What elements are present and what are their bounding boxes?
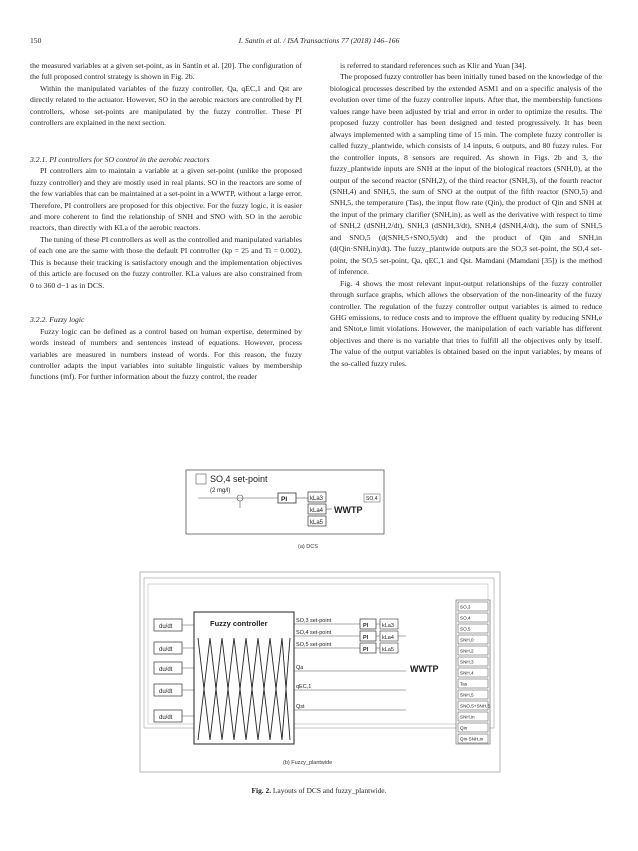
caption-label: Fig. 2. [251, 786, 272, 795]
paragraph: PI controllers aim to maintain a variable at a given set-point (unlike the proposed fuzzy controller) and they are mostly used in real plants. SO in the reactors are some of the few variables that can be maintained at a set-point in a WWTP, without a large error. Therefore, PI controllers are proposed for this objective. For the fuzzy logic, it is easier and more coherent to find the relationship of SNH and SNO with SO in the aerobic reactors, than directly with KLa of the aerobic reactors. [30, 166, 302, 233]
plantwide-subcaption: (b) Fuzzy_plantwide [283, 760, 333, 766]
fuzzy-plantwide-diagram [140, 572, 500, 772]
dcs-setpoint-value: (2 mg/l) [210, 488, 231, 494]
derivative-label: du/dt [159, 647, 173, 653]
dcs-wwtp-label: WWTP [334, 505, 363, 515]
measurement-label: SNH,0 [460, 637, 474, 643]
paragraph: the measured variables at a given set-point, as in Santín et al. [20]. The configuration of the full proposed control strategy is shown in Fig. 2b. [30, 61, 302, 82]
dcs-subcaption: (a) DCS [298, 544, 318, 550]
measurement-label: Qin·SNH,in [460, 736, 484, 742]
paragraph: is referred to standard references such as Klir and Yuan [34]. [340, 61, 527, 70]
output-label: SO,4 set-point [296, 630, 332, 636]
pi-label: PI [363, 635, 369, 641]
right-column [330, 60, 602, 369]
dcs-kla-label: kLa4 [310, 508, 324, 514]
derivative-label: du/dt [159, 667, 173, 673]
output-label: SO,5 set-point [296, 642, 332, 648]
dcs-setpoint-label: SO,4 set-point [210, 474, 268, 484]
pi-label: PI [363, 647, 369, 653]
output-label: Qst [296, 704, 305, 710]
measurement-label: SNH,2 [460, 648, 474, 654]
kla-label: kLa3 [382, 623, 394, 629]
measurement-label: Qin [460, 725, 468, 731]
figure-2 [138, 462, 504, 780]
measurement-label: SNH,5 [460, 692, 474, 698]
fuzzy-controller-label: Fuzzy controller [210, 619, 268, 628]
output-label: SO,3 set-point [296, 618, 332, 624]
figure-diagram [138, 462, 504, 780]
measurement-label: SNH,3 [460, 659, 474, 665]
paragraph: The tuning of these PI controllers as well as the controlled and manipulated variables of each one are the same with those the default PI controller (kp = 25 and Ti = 0.002). This is because their tracking is satisfactory enough and the implementation objectives of this article are focused on the fuzzy controller. KLa values are also constrained from 0 to 360 d−1 as in DCS. [30, 234, 302, 290]
pi-label: PI [363, 623, 369, 629]
measurement-label: SNH,in [460, 714, 475, 720]
derivative-label: du/dt [159, 624, 173, 630]
paragraph: The proposed fuzzy controller has been initially tuned based on the knowledge of the biological processes described by the extended ASM1 and on a specific analysis of the evolution over time of the fuzzy controller inputs. After that, the membership functions values range have been adjusted by trial and error in order to optimize the results. The proposed fuzzy controller has been designed and tested progressively. It has been always implemented with a sampling time of 15 min. The complete fuzzy controller is called fuzzy_plantwide, which consists of 14 inputs, 6 outputs, and 80 fuzzy rules. For the controller inputs, 8 sensors are required. As shown in Figs. 2b and 3, the fuzzy_plantwide inputs are SNH at the input of the biological reactors (SNH,0), at the output of the second reactor (SNH,2), of the third reactor (SNH,3), of the fourth reactor (SNH,4) and SNH,5, the sum of SNO at the output of the fifth reactor (SNO,5) and SNH,5, the temperature (Tas), the input flow rate (Qin), the product of Qin and SNH at the input of the primary clarifier (SNH,in), as well as the derivative with respect to time of SNH,2 (dSNH,2/dt), SNH,3 (dSNH,3/dt), SNH,4 (dSNH,4/dt), the sum of SNH,5 and SNO,5 (d(SNH,5+SNO,5)/dt) and the product of Qin and SNH,in (d(Qin·SNH,in)/dt). The fuzzy_plantwide outputs are the SO,3 set-point, the SO,4 set-point, the SO,5 set-point, Qa, qEC,1 and Qst. Mamdani (Mamdani [35]) is the method of inference. [330, 72, 602, 277]
output-label: qEC,1 [296, 684, 312, 690]
kla-label: kLa4 [382, 635, 394, 641]
kla-label: kLa5 [382, 647, 394, 653]
page-header [30, 36, 608, 50]
output-label: Qa [296, 665, 304, 671]
caption-text: Layouts of DCS and fuzzy_plantwide. [272, 786, 387, 795]
measurement-label: SNH,4 [460, 670, 474, 676]
figure-caption [0, 786, 638, 795]
dcs-output-label: SO,4 [366, 496, 378, 502]
section-heading: 3.2.2. Fuzzy logic [30, 315, 85, 325]
measurement-label: SO,5 [460, 626, 471, 632]
dcs-kla-label: kLa3 [310, 496, 324, 502]
page-number: 150 [30, 36, 42, 45]
measurement-label: SO,4 [460, 615, 471, 621]
dcs-kla-label: kLa5 [310, 520, 324, 526]
derivative-label: du/dt [159, 715, 173, 721]
journal-citation: I. Santín et al. / ISA Transactions 77 (2018) 146–166 [238, 36, 400, 45]
measurement-label: Tas [460, 681, 468, 687]
dcs-diagram [186, 470, 384, 550]
measurement-label: SO,3 [460, 604, 471, 610]
measurement-label: SNO,5+SNH,5 [460, 703, 490, 709]
wwtp-label: WWTP [410, 664, 439, 674]
paragraph: Within the manipulated variables of the fuzzy controller, Qa, qEC,1 and Qst are directly related to the actuator. However, SO in the aerobic reactors are controlled by PI controllers, whose set-points are manipulated by the fuzzy controller. These PI controllers are explained in the next section. [30, 83, 302, 128]
dcs-pi-label: PI [281, 496, 288, 503]
paragraph: Fig. 4 shows the most relevant input-output relationships of the fuzzy controller through surface graphs, which allows the observation of the non-linearity of the fuzzy controller. The regulation of the fuzzy controller output variables is aimed to reduce GHG emissions, to reduce costs and to improve the effluent quality by reducing SNH,e and SNtot,e limit violations. However, the manipulation of each variable has different objectives and there is no variable that tries to fulfill all the objectives only by itself. The value of the output variables is obtained based on the input variables, by means of the so-called fuzzy rules. [330, 278, 602, 368]
derivative-label: du/dt [159, 689, 173, 695]
paragraph: Fuzzy logic can be defined as a control based on human expertise, determined by words instead of numbers and sentences instead of equations. However, process variables are measured in numbers instead of words. For this reason, the fuzzy controller adapts the input variables into suitable linguistic values by membership functions (mf). For further information about the fuzzy control, the reader [30, 326, 302, 382]
dcs-setpoint-marker [196, 474, 206, 484]
section-heading: 3.2.1. PI controllers for SO control in the aerobic reactors [30, 154, 210, 164]
left-column [30, 60, 302, 383]
